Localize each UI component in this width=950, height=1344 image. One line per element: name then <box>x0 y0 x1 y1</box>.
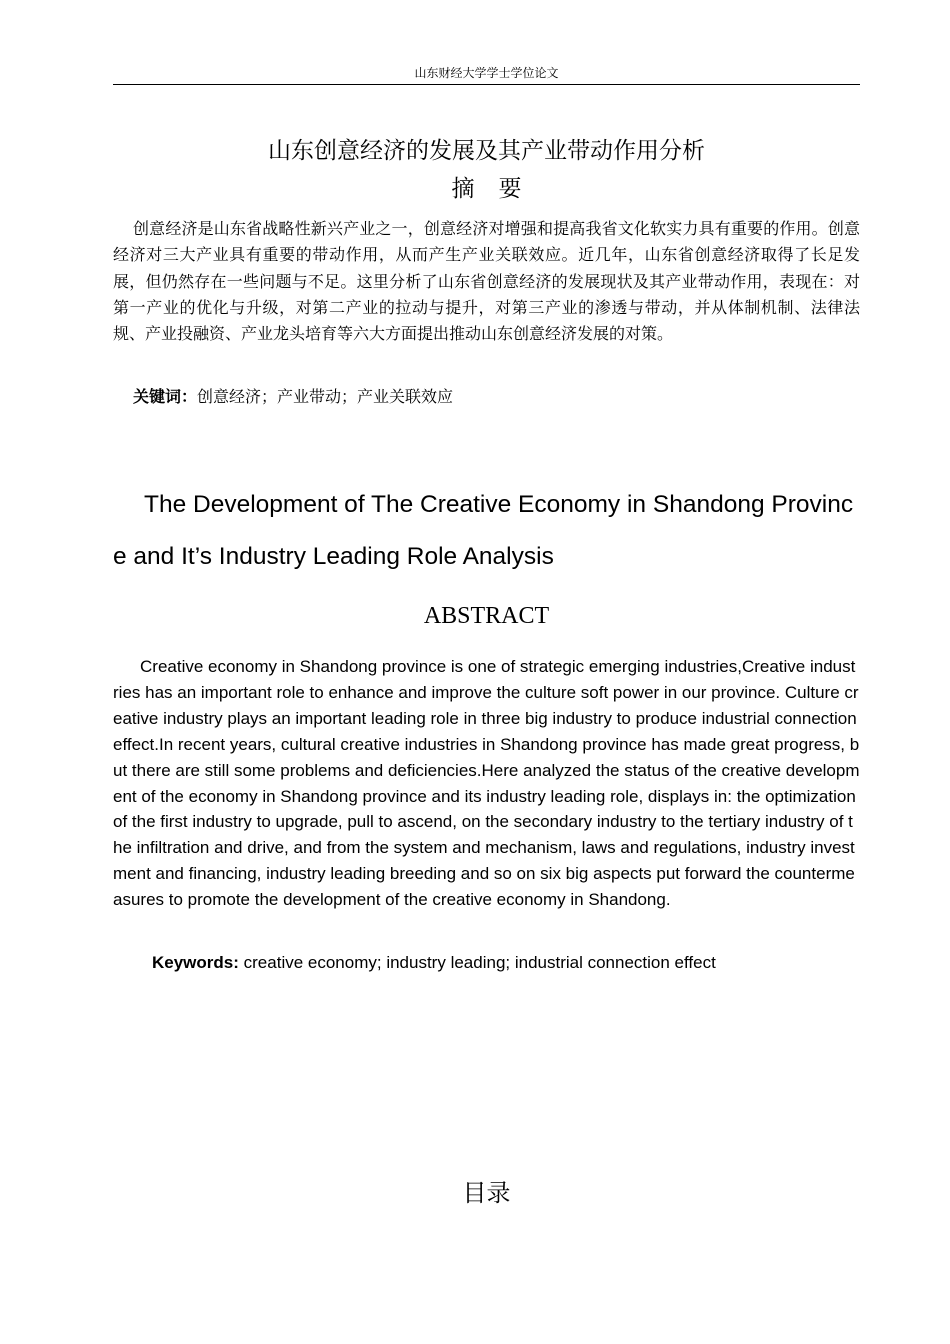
chinese-keywords-label: 关键词： <box>133 387 198 406</box>
english-keywords-label: Keywords: <box>152 953 239 972</box>
chinese-keywords-text: 创意经济；产业带动；产业关联效应 <box>197 387 454 406</box>
running-header: 山东财经大学学士学位论文 <box>113 64 860 85</box>
english-abstract-heading: ABSTRACT <box>423 603 550 629</box>
chinese-title: 山东创意经济的发展及其产业带动作用分析 <box>268 138 705 164</box>
english-title: The Development of The Creative Economy in Shandong Province and It’s Industry Leading Role Analysis <box>113 491 854 570</box>
chinese-abstract-heading: 摘要 <box>451 176 546 202</box>
english-keywords <box>152 950 860 976</box>
english-keywords-text: creative economy; industry leading; industrial connection effect <box>238 953 716 972</box>
chinese-abstract-body: 创意经济是山东省战略性新兴产业之一，创意经济对增强和提高我省文化软实力具有重要的作用。创意经济对三大产业具有重要的带动作用，从而产生产业关联效应。近几年，山东省创意经济取得了长足发展，但仍然存在一些问题与不足。这里分析了山东省创意经济的发展现状及其产业带动作用，表现在：对第一产业的优化与升级，对第二产业的拉动与提升，对第三产业的渗透与带动，并从体制机制、法律法规、产业投融资、产业龙头培育等六大方面提出推动山东创意经济发展的对策。 <box>113 219 860 344</box>
english-abstract-body: Creative economy in Shandong province is one of strategic emerging industries,Creative industries has an important role to enhance and improve the culture soft power in our province. Culture creative industry plays an important leading role in three big industry to produce industrial connection effect.In recent years, cultural creative industries in Shandong province has made great progress, but there are still some problems and deficiencies.Here analyzed the status of the creative development of the economy in Shandong province and its industry leading role, displays in: the optimization of the first industry to upgrade, pull to ascend, on the secondary industry to the tertiary industry of the infiltration and drive, and from the system and mechanism, laws and regulations, industry investment and financing, industry leading breeding and so on six big aspects put forward the countermeasures to promote the development of the creative economy in Shandong. <box>113 657 860 910</box>
chinese-keywords <box>133 384 860 410</box>
table-of-contents-heading: 目录 <box>462 1179 511 1207</box>
